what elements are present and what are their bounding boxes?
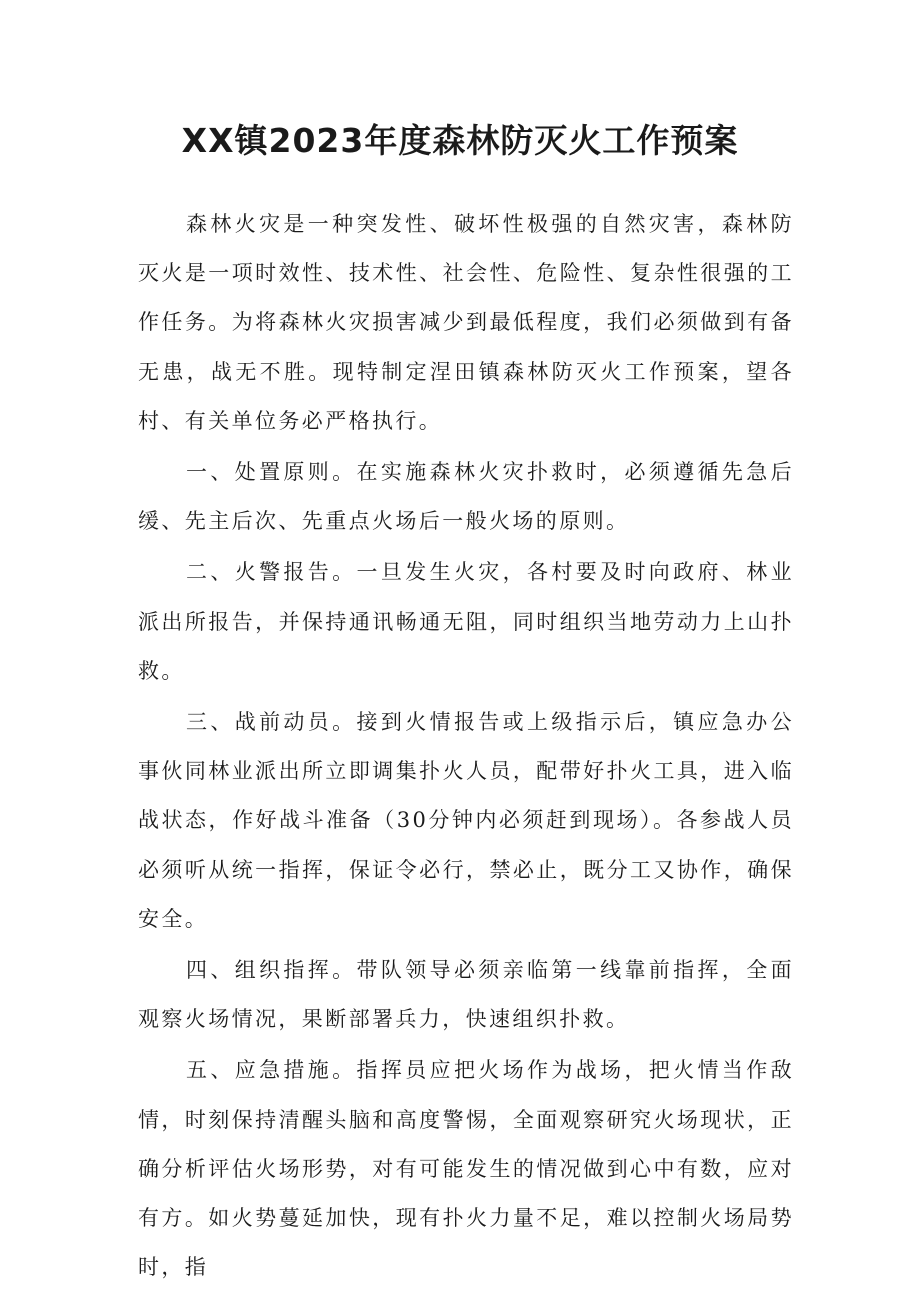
section-emergency-measures-paragraph: 五、应急措施。指挥员应把火场作为战场，把火情当作敌情，时刻保持清醒头脑和高度警惕，全面观察研究火场现状，正确分析评估火场形势，对有可能发生的情况做到心中有数，应对有方。如火势蔓延加快，现有扑火力量不足，难以控制火场局势时，指: [138, 1058, 794, 1280]
section-mobilization-paragraph: 三、战前动员。接到火情报告或上级指示后，镇应急办公事伙同林业派出所立即调集扑火人员，配带好扑火工具，进入临战状态，作好战斗准备（30分钟内必须赶到现场）。各参战人员必须听从统一指挥，保证令必行，禁必止，既分工又协作，确保安全。: [138, 710, 794, 931]
document-title: XX镇2023年度森林防灭火工作预案: [181, 121, 739, 160]
intro-paragraph: 森林火灾是一种突发性、破坏性极强的自然灾害，森林防灭火是一项时效性、技术性、社会性、危险性、复杂性很强的工作任务。为将森林火灾损害减少到最低程度，我们必须做到有备无患，战无不胜。现特制定涅田镇森林防灭火工作预案，望各村、有关单位务必严格执行。: [138, 212, 794, 433]
section-principle-paragraph: 一、处置原则。在实施森林火灾扑救时，必须遵循先急后缓、先主后次、先重点火场后一般火场的原则。: [138, 460, 794, 534]
section-command-paragraph: 四、组织指挥。带队领导必须亲临第一线靠前指挥，全面观察火场情况，果断部署兵力，快速组织扑救。: [138, 958, 794, 1032]
section-fire-report-paragraph: 二、火警报告。一旦发生火灾，各村要及时向政府、林业派出所报告，并保持通讯畅通无阻，同时组织当地劳动力上山扑救。: [138, 560, 794, 683]
document-body: [138, 200, 794, 1292]
